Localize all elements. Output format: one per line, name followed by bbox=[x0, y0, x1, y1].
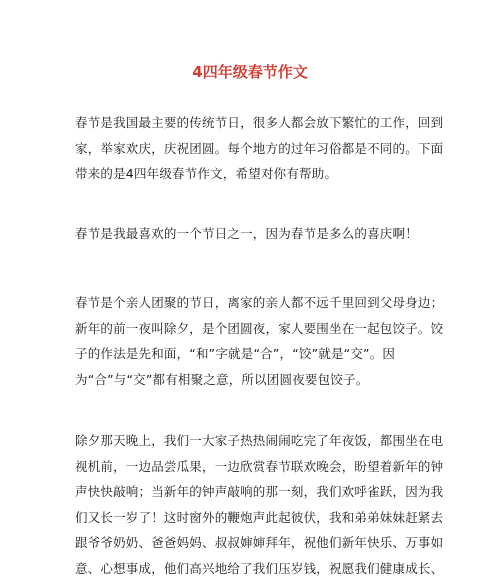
paragraph-favorite-festival bbox=[75, 221, 427, 247]
text-line: 意、心想事成，他们高兴地给了我们压岁钱，祝愿我们健康成长、 bbox=[75, 556, 427, 581]
text-line: 春节是我最喜欢的一个节日之一，因为春节是多么的喜庆啊！ bbox=[75, 221, 427, 247]
article-title: 4四年级春节作文 bbox=[0, 60, 500, 84]
text-line: 带来的是4四年级春节作文，希望对你有帮助。 bbox=[75, 161, 427, 187]
text-line: 为“合”与“交”都有相聚之意，所以团圆夜要包饺子。 bbox=[75, 367, 427, 393]
text-line: 除夕那天晚上，我们一大家子热热闹闹吃完了年夜饭，都围坐在电 bbox=[75, 428, 427, 454]
text-line: 春节是我国最主要的传统节日，很多人都会放下繁忙的工作，回到 bbox=[75, 110, 427, 136]
text-line: 家，举家欢庆，庆祝团圆。每个地方的过年习俗都是不同的。下面 bbox=[75, 136, 427, 162]
text-line: 们又长一岁了！这时窗外的鞭炮声此起彼伏，我和弟弟妹妹赶紧去 bbox=[75, 505, 427, 531]
paragraph-new-years-eve bbox=[75, 428, 427, 581]
text-line: 新年的前一夜叫除夕，是个团圆夜，家人要围坐在一起包饺子。饺 bbox=[75, 316, 427, 342]
text-line: 子的作法是先和面，“和”字就是“合”，“饺”就是“交”。因 bbox=[75, 341, 427, 367]
text-line: 跟爷爷奶奶、爸爸妈妈、叔叔婶婶拜年，祝他们新年快乐、万事如 bbox=[75, 530, 427, 556]
text-line: 春节是个亲人团聚的节日，离家的亲人都不远千里回到父母身边； bbox=[75, 290, 427, 316]
text-line: 声快快敲响；当新年的钟声敲响的那一刻，我们欢呼雀跃，因为我 bbox=[75, 479, 427, 505]
paragraph-family-reunion bbox=[75, 290, 427, 392]
text-line: 视机前，一边品尝瓜果，一边欣赏春节联欢晚会，盼望着新年的钟 bbox=[75, 454, 427, 480]
paragraph-intro bbox=[75, 110, 427, 187]
